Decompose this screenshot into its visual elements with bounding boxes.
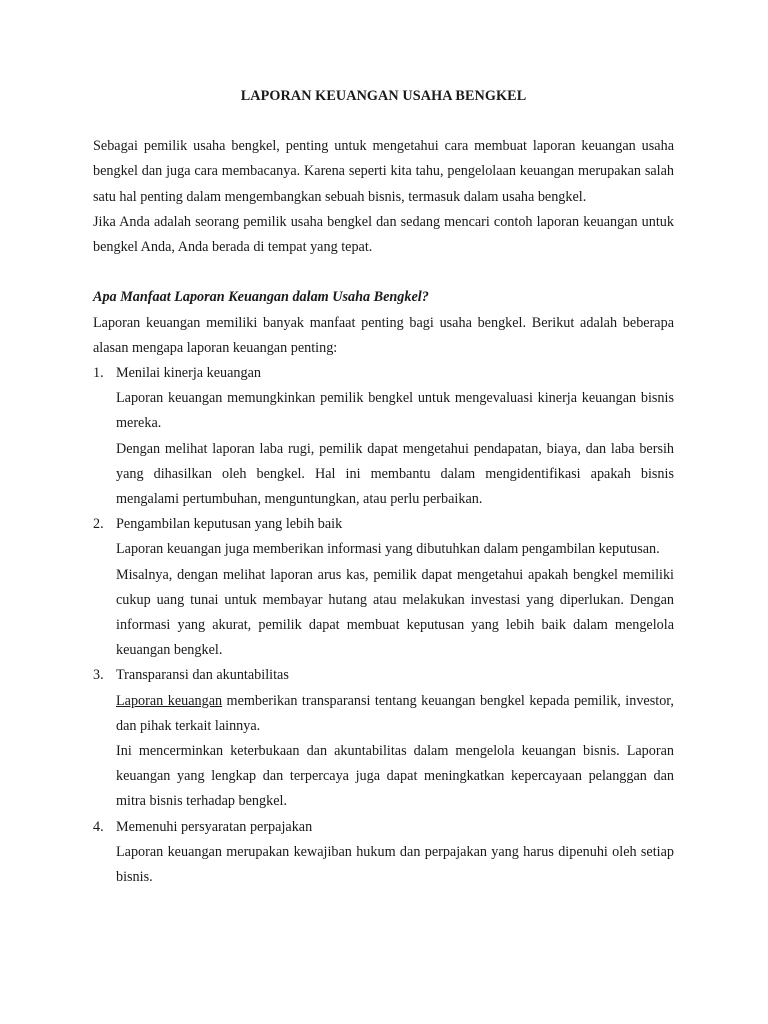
- list-item-paragraph: Ini mencerminkan keterbukaan dan akuntabilitas dalam mengelola keuangan bisnis. Laporan keuangan yang lengkap dan terpercaya juga dapat meningkatkan kepercayaan pelanggan dan mitra bisnis terhadap bengkel.: [116, 743, 674, 810]
- intro-paragraph-1: Sebagai pemilik usaha bengkel, penting untuk mengetahui cara membuat laporan keuangan usaha bengkel dan juga cara membacanya. Karena seperti kita tahu, pengelolaan keuangan merupakan salah satu hal penting dalam mengembangkan sebuah bisnis, termasuk dalam usaha bengkel.: [93, 138, 674, 205]
- document-title: LAPORAN KEUANGAN USAHA BENGKEL: [240, 88, 527, 104]
- list-item-paragraph: Laporan keuangan juga memberikan informasi yang dibutuhkan dalam pengambilan keputusan.: [116, 541, 660, 558]
- document-page: [93, 84, 674, 890]
- list-item: [93, 512, 674, 663]
- laporan-keuangan-link[interactable]: Laporan keuangan: [116, 692, 223, 709]
- list-item-paragraph: Laporan keuangan memungkinkan pemilik bengkel untuk mengevaluasi kinerja keuangan bisnis mereka.: [116, 390, 674, 432]
- intro-paragraph-2: Jika Anda adalah seorang pemilik usaha bengkel dan sedang mencari contoh laporan keuangan untuk bengkel Anda, Anda berada di tempat yang tepat.: [93, 213, 674, 256]
- section-intro: Laporan keuangan memiliki banyak manfaat penting bagi usaha bengkel. Berikut adalah beberapa alasan mengapa laporan keuangan penting:: [93, 314, 674, 356]
- list-item-paragraph-text: memberikan transparansi tentang keuangan bengkel kepada pemilik, investor, dan pihak terkait lainnya.: [116, 692, 674, 734]
- list-item-title: Memenuhi persyaratan perpajakan: [116, 818, 313, 835]
- paragraph-spacer: [93, 260, 674, 285]
- benefits-list: [93, 361, 674, 890]
- list-item-title: Transparansi dan akuntabilitas: [116, 667, 289, 684]
- list-item-number: 4.: [93, 818, 104, 835]
- list-item-paragraph: [116, 689, 674, 739]
- list-item-number: 3.: [93, 667, 104, 684]
- section-heading: Apa Manfaat Laporan Keuangan dalam Usaha Bengkel?: [93, 289, 429, 306]
- list-item-title: Pengambilan keputusan yang lebih baik: [116, 516, 343, 533]
- list-item: [93, 361, 674, 512]
- list-item-paragraph: Misalnya, dengan melihat laporan arus kas, pemilik dapat mengetahui apakah bengkel memiliki cukup uang tunai untuk membayar hutang atau melakukan investasi yang diperlukan. Dengan informasi yang akurat, pemilik dapat membuat keputusan yang lebih baik dalam mengelola keuangan bengkel.: [116, 566, 674, 659]
- list-item-number: 2.: [93, 516, 104, 533]
- list-item: [93, 663, 674, 814]
- list-item-paragraph: Dengan melihat laporan laba rugi, pemilik dapat mengetahui pendapatan, biaya, dan laba bersih yang dihasilkan oleh bengkel. Hal ini membantu dalam mengidentifikasi apakah bisnis mengalami pertumbuhan, menguntungkan, atau perlu perbaikan.: [116, 440, 674, 508]
- list-item-title: Menilai kinerja keuangan: [116, 365, 261, 382]
- list-item-paragraph: Laporan keuangan merupakan kewajiban hukum dan perpajakan yang harus dipenuhi oleh setiap bisnis.: [116, 843, 674, 886]
- list-item-number: 1.: [93, 365, 104, 382]
- list-item: [93, 815, 674, 891]
